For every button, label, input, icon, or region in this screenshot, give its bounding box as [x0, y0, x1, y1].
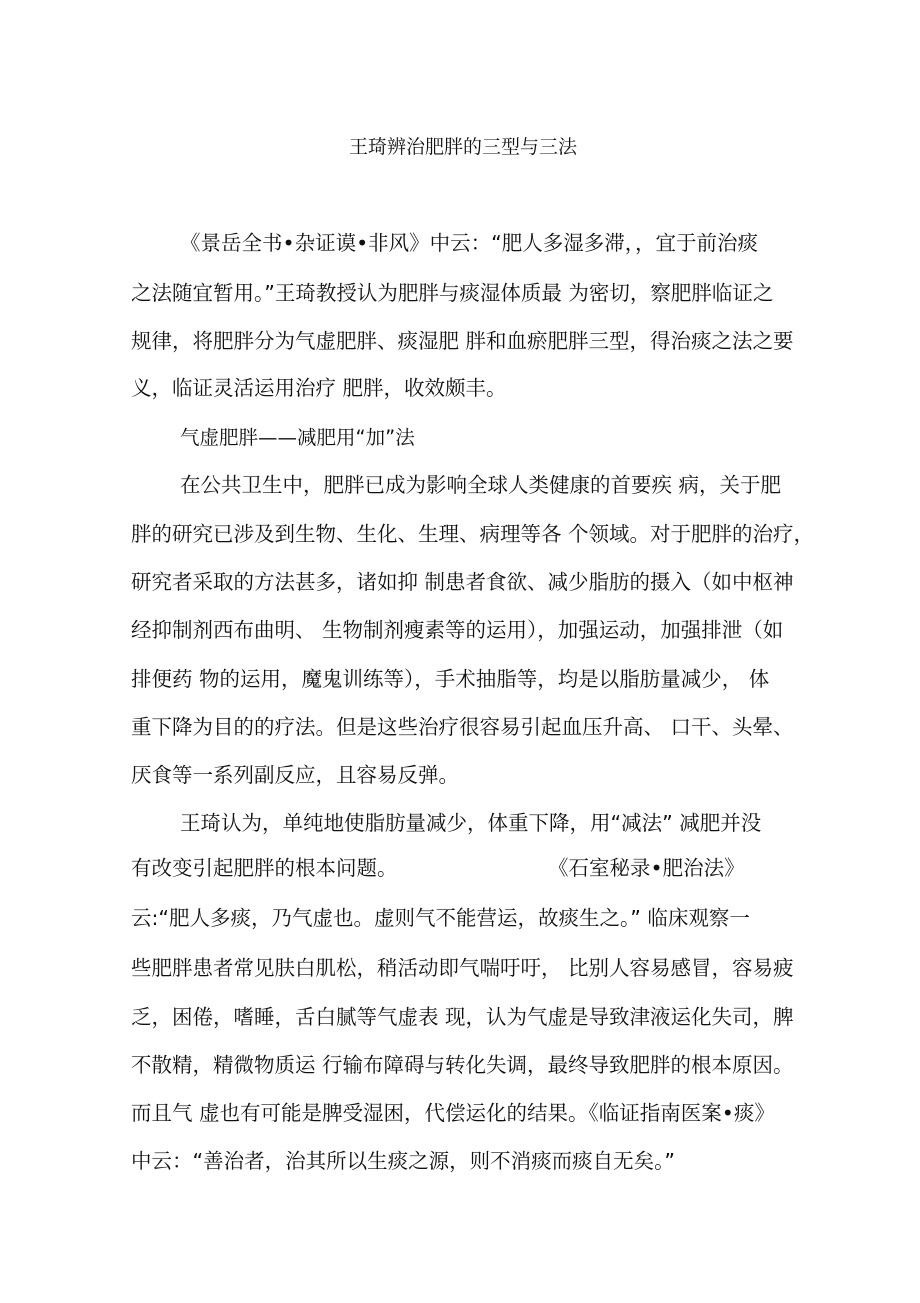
intro-line-2: 之法随宜暂用。”王琦教授认为肥胖与痰湿体质最 为密切，察肥胖临证之 — [131, 281, 774, 305]
para2-line-4: 些肥胖患者常见肤白肌松，稍活动即气喘吁吁， 比别人容易感冒，容易疲 — [131, 956, 794, 980]
para1-line-5: 排便药 物的运用，魔鬼训练等），手术抽脂等，均是以脂肪量减少， 体 — [131, 667, 770, 691]
para1-line-7: 厌食等一系列副反应，且容易反弹。 — [131, 763, 459, 787]
intro-line-3: 规律，将肥胖分为气虚肥胖、痰湿肥 胖和血瘀肥胖三型，得治痰之法之要 — [131, 329, 794, 353]
para2-line-5: 乏，困倦，嗜睡，舌白腻等气虚表 现，认为气虚是导致津液运化失司，脾 — [131, 1005, 794, 1029]
para1-line-6: 重下降为目的的疗法。但是这些治疗很容易引起血压升高、 口干、头晕、 — [131, 715, 794, 739]
intro-line-4: 义，临证灵活运用治疗 肥胖，收效颇丰。 — [131, 376, 507, 400]
page-title: 王琦辨治肥胖的三型与三法 — [348, 136, 577, 158]
para2-line-6: 不散精，精微物质运 行输布障碍与转化失调，最终导致肥胖的根本原因。 — [131, 1053, 794, 1077]
intro-line-1: 《景岳全书•杂证谟•非风》中云：“肥人多湿多滞，，宜于前治痰 — [180, 231, 759, 255]
para1-line-2: 胖的研究已涉及到生物、生化、生理、病理等各 个领域。对于肥胖的治疗， — [131, 522, 815, 546]
para1-line-3: 研究者采取的方法甚多，诸如抑 制患者食欲、减少脂肪的摄入（如中枢神 — [131, 570, 794, 594]
para1-line-4: 经抑制剂西布曲明、 生物制剂瘦素等的运用），加强运动，加强排泄（如 — [131, 618, 784, 642]
para2-line-1: 王琦认为，单纯地使脂肪量减少，体重下降，用“减法” 减肥并没 — [180, 811, 762, 835]
para2-line-3: 云:“肥人多痰，乃气虚也。虚则气不能营运，故痰生之。” 临床观察一 — [131, 906, 750, 930]
para1-line-1: 在公共卫生中，肥胖已成为影响全球人类健康的首要疾 病，关于肥 — [180, 473, 782, 497]
para2-line-8: 中云：“善治者，治其所以生痰之源，则不消痰而痰自无矣。” — [131, 1149, 675, 1173]
section-heading: 气虚肥胖——减肥用“加”法 — [180, 426, 415, 449]
para2-line-7: 而且气 虚也有可能是脾受湿困，代偿运化的结果。《临证指南医案•痰》 — [131, 1101, 775, 1125]
para2-line-2: 有改变引起肥胖的根本问题。 — [131, 856, 398, 880]
citation-shishi-milu: 《石室秘录•肥治法》 — [548, 856, 745, 880]
